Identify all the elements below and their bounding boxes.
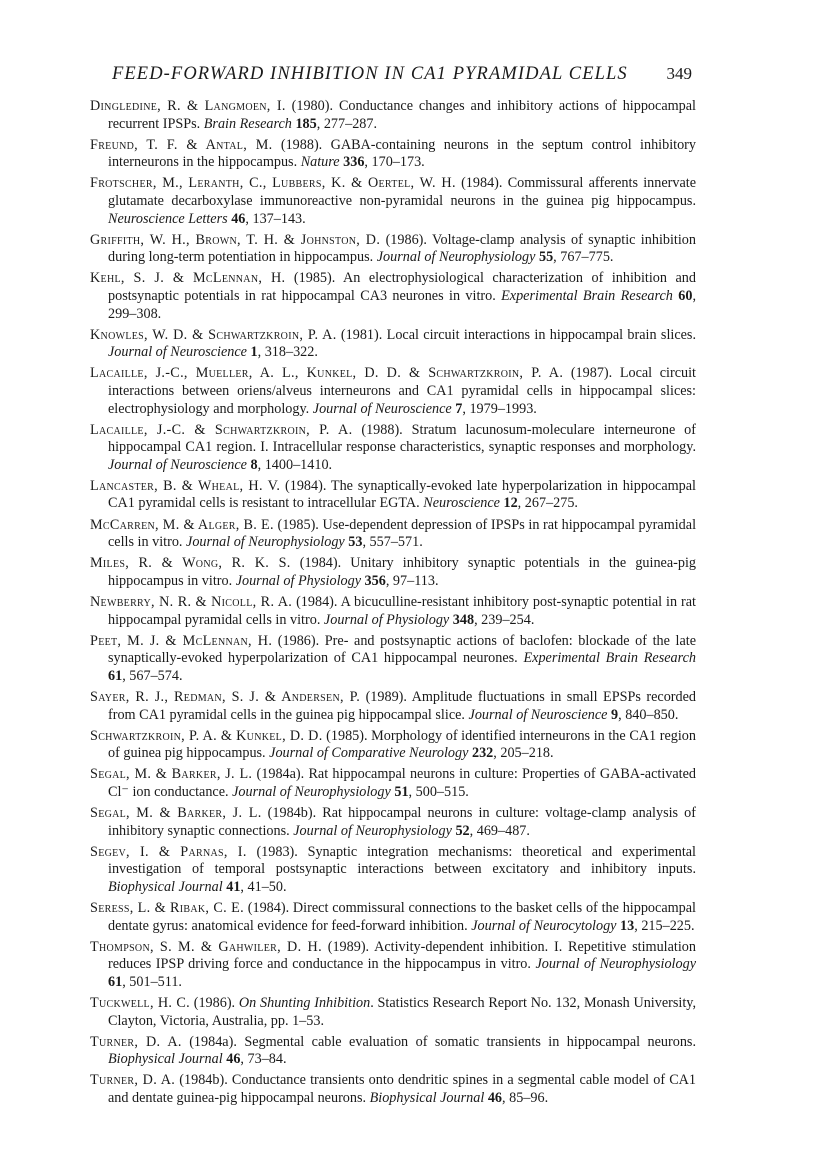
reference-volume: 51 <box>390 783 409 800</box>
reference-authors: Lacaille, J.-C., Mueller, A. L., Kunkel, D. D. & Schwartzkroin, P. A. <box>90 365 564 382</box>
reference-text: (1984a). Rat hippocampal neurons in culture: Properties of GABA-activated Cl⁻ ion conductance. <box>108 766 697 800</box>
reference-volume: 7 <box>451 400 463 417</box>
reference-journal: On Shunting Inhibition <box>238 994 371 1011</box>
reference-volume: 9 <box>607 706 619 723</box>
reference-journal: Journal of Neurophysiology <box>293 822 452 839</box>
reference-text: (1981). Local circuit interactions in hippocampal brain slices. <box>336 326 697 343</box>
reference-journal: Biophysical Journal <box>108 878 223 895</box>
reference-authors: Kehl, S. J. & McLennan, H. <box>90 270 286 287</box>
reference-volume: 13 <box>616 917 635 934</box>
reference-text: (1989). Amplitude fluctuations in small EPSPs recorded from CA1 pyramidal cells in the guinea pig hippocampal slice. <box>108 688 696 723</box>
reference-volume: 185 <box>291 115 317 132</box>
reference-journal: Brain Research <box>203 115 292 132</box>
reference-pages: , 767–775. <box>553 249 614 266</box>
reference-text: (1989). Activity-dependent inhibition. I. Repetitive stimulation reduces IPSP driving force and conductance in the hippocampus in vitro. <box>108 938 696 973</box>
reference-text: (1987). Local circuit interactions between oriens/alveus interneurons and CA1 pyramidal cells in hippocampal slices: electrophysiology and morphology. <box>108 365 696 417</box>
reference-text: (1985). An electrophysiological characterization of inhibition and postsynaptic potentials in rat hippocampal CA3 neurones in vitro. <box>108 270 696 304</box>
reference-entry <box>90 728 696 763</box>
reference-pages: , 318–322. <box>257 344 318 361</box>
reference-text: (1984). Direct commissural connections to the basket cells of the hippocampal dentate gyrus: anatomical evidence for feed-forward inhibition. <box>108 899 696 934</box>
reference-authors: Segev, I. & Parnas, I. <box>90 843 247 860</box>
reference-entry <box>90 805 696 840</box>
reference-pages: , 267–275. <box>517 495 578 512</box>
reference-volume: 46 <box>484 1089 503 1106</box>
running-head <box>112 64 692 85</box>
reference-text: (1988). Stratum lacunosum-moleculare interneurone of hippocampal CA1 region. I. Intracellular response characteristics, synaptic responses and morphology. <box>108 421 696 456</box>
reference-authors: Turner, D. A. <box>90 1033 182 1050</box>
reference-pages: , 215–225. <box>634 917 695 934</box>
reference-volume: 41 <box>222 878 241 895</box>
reference-authors: Peet, M. J. & McLennan, H. <box>90 632 273 649</box>
reference-pages: , 170–173. <box>364 154 425 171</box>
reference-authors: Frotscher, M., Leranth, C., Lubbers, K. & Oertel, W. H. <box>90 175 456 192</box>
reference-journal: Neuroscience <box>423 495 500 512</box>
reference-pages: , 840–850. <box>618 706 679 723</box>
reference-entry <box>90 270 696 323</box>
reference-entry <box>90 517 696 552</box>
reference-text: (1986). Voltage-clamp analysis of synaptic inhibition during long-term potentiation in hippocampus. <box>108 231 696 266</box>
reference-authors: Lacaille, J.-C. & Schwartzkroin, P. A. <box>90 421 353 438</box>
reference-pages: , 205–218. <box>493 745 554 762</box>
reference-pages: , 501–511. <box>122 973 182 990</box>
reference-journal: Journal of Neurophysiology <box>376 249 536 266</box>
reference-volume: 1 <box>246 344 258 361</box>
reference-text: (1984). A bicuculline-resistant inhibitory post-synaptic potential in rat hippocampal pyramidal cells in vitro. <box>108 593 696 628</box>
reference-authors: Knowles, W. D. & Schwartzkroin, P. A. <box>90 326 337 343</box>
running-head-title: FEED-FORWARD INHIBITION IN CA1 PYRAMIDAL CELLS <box>112 64 628 84</box>
reference-text: (1984). The synaptically-evoked late hyperpolarization in hippocampal CA1 pyramidal cells is resistant to intracellular EGTA. <box>108 477 696 512</box>
reference-entry <box>90 232 696 267</box>
reference-journal: Journal of Neurocytology <box>471 917 617 934</box>
reference-journal: Journal of Neurophysiology <box>232 783 391 800</box>
reference-authors: Lancaster, B. & Wheal, H. V. <box>90 477 281 494</box>
reference-authors: Newberry, N. R. & Nicoll, R. A. <box>90 593 293 610</box>
reference-journal: Journal of Comparative Neurology <box>269 745 469 762</box>
reference-pages: , 239–254. <box>474 611 535 628</box>
reference-pages: , 500–515. <box>408 783 469 800</box>
reference-volume: 12 <box>499 495 518 512</box>
reference-pages: , 1979–1993. <box>462 400 537 417</box>
reference-authors: Thompson, S. M. & Gahwiler, D. H. <box>90 938 322 955</box>
reference-pages: , 97–113. <box>385 572 439 589</box>
reference-volume: 60 <box>672 287 693 304</box>
reference-journal: Journal of Neuroscience <box>468 706 608 723</box>
page-number: 349 <box>666 64 692 83</box>
reference-authors: McCarren, M. & Alger, B. E. <box>90 516 274 533</box>
reference-pages: , 41–50. <box>240 878 287 895</box>
reference-pages: , 277–287. <box>316 115 378 132</box>
reference-pages: , 1400–1410. <box>257 456 333 473</box>
reference-entry <box>90 555 696 590</box>
reference-journal: Journal of Neurophysiology <box>535 956 696 973</box>
reference-text: (1984). Commissural afferents innervate glutamate decarboxylase immunoreactive non-pyramidal neurons in the guinea pig hippocampus. <box>108 175 696 209</box>
reference-volume: 348 <box>449 611 475 628</box>
reference-journal: Nature <box>300 154 340 171</box>
reference-text: (1983). Synaptic integration mechanisms: theoretical and experimental investigation of temporal postsynaptic interactions between excitatory and inhibitory inputs. <box>108 843 696 878</box>
reference-entry <box>90 995 696 1030</box>
reference-journal: Journal of Neuroscience <box>312 400 452 417</box>
reference-volume: 232 <box>468 745 494 762</box>
reference-entry <box>90 1072 696 1107</box>
reference-journal: Journal of Neuroscience <box>108 456 247 473</box>
reference-authors: Segal, M. & Barker, J. L. <box>90 804 262 821</box>
reference-authors: Freund, T. F. & Antal, M. <box>90 136 273 153</box>
reference-entry <box>90 900 696 935</box>
reference-text: (1986). <box>189 994 239 1011</box>
reference-volume: 8 <box>246 456 258 473</box>
reference-text: (1986). Pre- and postsynaptic actions of baclofen: blockade of the late synaptically-evoked hyperpolarization of CA1 hippocampal neurones. <box>108 632 696 667</box>
reference-journal: Experimental Brain Research <box>501 287 673 304</box>
reference-pages: . Statistics Research Report No. 132, Monash University, Clayton, Victoria, Australia, pp. 1–53. <box>108 994 696 1029</box>
reference-authors: Miles, R. & Wong, R. K. S. <box>90 555 291 572</box>
reference-text: (1980). Conductance changes and inhibitory actions of hippocampal recurrent IPSPs. <box>108 98 696 132</box>
reference-journal: Biophysical Journal <box>108 1051 223 1068</box>
reference-entry <box>90 594 696 629</box>
reference-pages: , 85–96. <box>502 1089 549 1106</box>
reference-journal: Journal of Neuroscience <box>108 344 247 361</box>
reference-volume: 52 <box>451 822 470 839</box>
reference-entry <box>90 766 696 801</box>
reference-authors: Schwartzkroin, P. A. & Kunkel, D. D. <box>90 727 323 744</box>
reference-pages: , 567–574. <box>122 667 183 684</box>
reference-entry <box>90 327 696 362</box>
reference-journal: Journal of Neurophysiology <box>186 534 345 551</box>
reference-authors: Tuckwell, H. C. <box>90 994 190 1011</box>
reference-volume: 336 <box>339 154 365 171</box>
reference-text: (1988). GABA-containing neurons in the septum control inhibitory interneurons in the hippocampus. <box>108 136 696 171</box>
reference-pages: , 557–571. <box>362 534 423 551</box>
reference-volume: 46 <box>227 210 246 227</box>
reference-volume: 61 <box>108 973 123 990</box>
reference-authors: Dingledine, R. & Langmoen, I. <box>90 98 286 114</box>
reference-entry <box>90 137 696 172</box>
reference-entry <box>90 422 696 475</box>
reference-text: (1984). Unitary inhibitory synaptic potentials in the guinea-pig hippocampus in vitro. <box>108 555 697 589</box>
reference-journal: Experimental Brain Research <box>523 650 696 667</box>
reference-journal: Neuroscience Letters <box>108 210 228 227</box>
reference-pages: , 469–487. <box>469 822 530 839</box>
reference-text: (1984b). Rat hippocampal neurons in culture: voltage-clamp analysis of inhibitory synaptic connections. <box>108 804 697 839</box>
reference-authors: Sayer, R. J., Redman, S. J. & Andersen, P. <box>90 688 361 705</box>
reference-text: (1985). Use-dependent depression of IPSPs in rat hippocampal pyramidal cells in vitro. <box>108 516 697 551</box>
reference-text: (1985). Morphology of identified interneurons in the CA1 region of guinea pig hippocampus. <box>108 727 696 762</box>
reference-volume: 53 <box>344 534 363 551</box>
reference-volume: 61 <box>108 667 123 684</box>
reference-entry <box>90 365 696 418</box>
reference-authors: Turner, D. A. <box>90 1072 176 1089</box>
reference-list <box>90 98 696 1111</box>
reference-entry <box>90 689 696 724</box>
reference-pages: , 137–143. <box>245 210 306 227</box>
reference-entry <box>90 98 696 133</box>
reference-volume: 46 <box>222 1051 241 1068</box>
reference-pages: , 299–308. <box>108 287 696 322</box>
reference-entry <box>90 844 696 897</box>
reference-journal: Biophysical Journal <box>369 1089 485 1106</box>
reference-volume: 55 <box>535 249 554 266</box>
reference-text: (1984b). Conductance transients onto dendritic spines in a segmental cable model of CA1 and dentate guinea-pig hippocampal neurons. <box>108 1072 696 1106</box>
reference-entry <box>90 633 696 686</box>
reference-pages: , 73–84. <box>240 1051 287 1068</box>
reference-entry <box>90 478 696 513</box>
reference-text: (1984a). Segmental cable evaluation of somatic transients in hippocampal neurons. <box>181 1033 696 1050</box>
reference-entry <box>90 939 696 992</box>
reference-authors: Seress, L. & Ribak, C. E. <box>90 899 244 916</box>
reference-authors: Segal, M. & Barker, J. L. <box>90 766 253 783</box>
reference-journal: Journal of Physiology <box>235 572 361 589</box>
reference-authors: Griffith, W. H., Brown, T. H. & Johnston, D. <box>90 231 381 248</box>
reference-volume: 356 <box>361 572 386 589</box>
reference-entry <box>90 175 696 228</box>
reference-entry <box>90 1034 696 1069</box>
reference-journal: Journal of Physiology <box>323 611 450 628</box>
